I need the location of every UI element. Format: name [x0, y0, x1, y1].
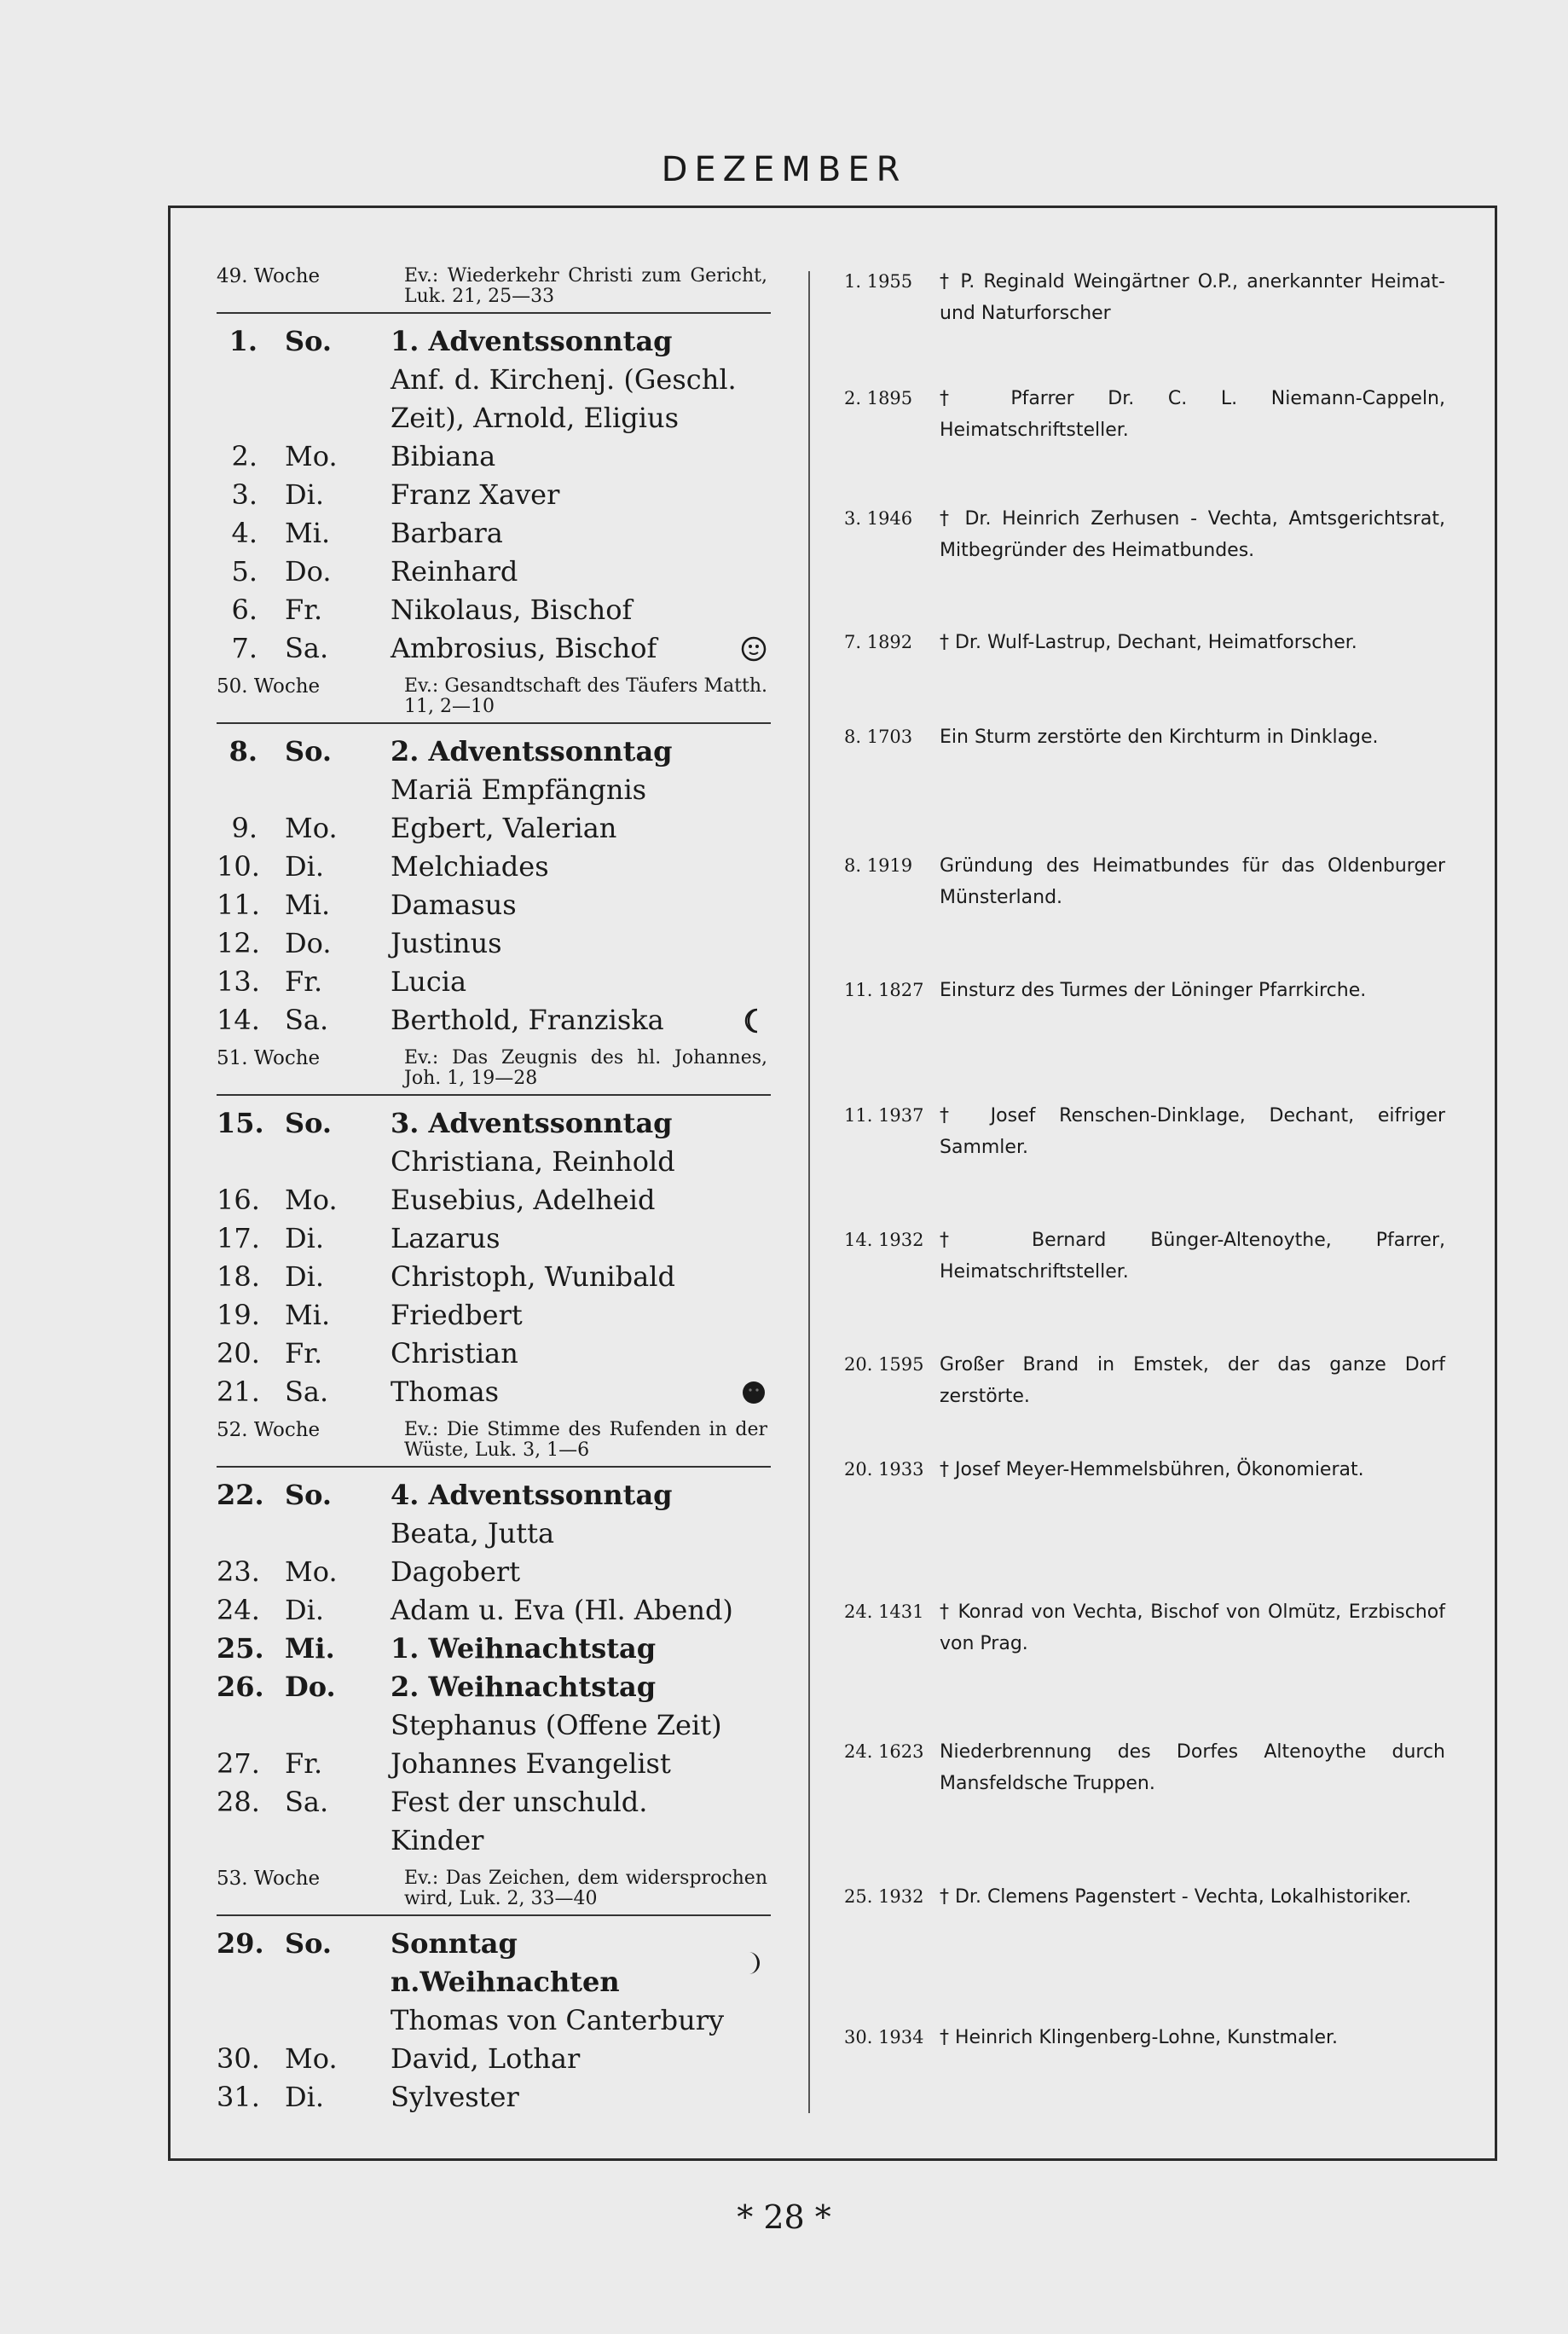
day-number: 30. [217, 2042, 260, 2075]
gospel-reading: Ev.: Das Zeichen, dem widersprochen wird, Luk. 2, 33—40 [404, 1868, 767, 1909]
gospel-reading: Ev.: Das Zeugnis des hl. Johannes, Joh. 1, 19—28 [404, 1047, 767, 1089]
history-date: 14. 1932 [844, 1230, 924, 1250]
weekday: Sa. [285, 1786, 329, 1818]
moon-phase [737, 1001, 771, 1040]
week-header [217, 676, 771, 724]
weekday: Do. [285, 555, 332, 588]
saint-name: Dagobert [391, 1555, 521, 1588]
day-number: 25. [217, 1632, 264, 1665]
day-number: 19. [217, 1299, 260, 1331]
day-row [217, 1335, 771, 1373]
week-header [217, 1048, 771, 1096]
weekday: Mi. [285, 1632, 335, 1665]
week-block [217, 1868, 771, 2117]
weekday: Sa. [285, 632, 329, 664]
saint-name-continued: Thomas von Canterbury [391, 2004, 725, 2036]
last-quarter-moon-icon [740, 1007, 767, 1034]
history-entry [844, 1225, 1445, 1288]
history-entry [844, 503, 1445, 566]
day-number: 8. [229, 735, 257, 767]
weekday: Do. [285, 927, 332, 959]
weekday: Di. [285, 2081, 325, 2113]
weekday: Fr. [285, 1747, 323, 1780]
day-number: 9. [231, 812, 257, 844]
moon-phase [737, 1104, 771, 1143]
saint-name: Sylvester [391, 2081, 519, 2113]
week-header [217, 1868, 771, 1916]
new-moon-icon [740, 1379, 767, 1406]
day-row [217, 591, 771, 629]
history-date: 11. 1937 [844, 1105, 924, 1126]
day-row [217, 1553, 771, 1591]
moon-phase [737, 1296, 771, 1335]
week-label: 53. Woche [217, 1868, 321, 1890]
history-date: 8. 1703 [844, 727, 913, 747]
week-block [217, 1048, 771, 1411]
day-number: 28. [217, 1786, 260, 1818]
saint-name: 1. Adventssonntag [391, 325, 673, 357]
day-number: 20. [217, 1337, 260, 1370]
weekday: So. [285, 1927, 333, 1960]
day-row [217, 809, 771, 848]
moon-phase [737, 1630, 771, 1668]
history-text: Einsturz des Turmes der Löninger Pfarrkirche. [940, 980, 1367, 1001]
history-text: † Heinrich Klingenberg-Lohne, Kunstmaler. [940, 2027, 1339, 2048]
history-date: 20. 1595 [844, 1354, 924, 1375]
weekday: So. [285, 1107, 333, 1139]
moon-phase [737, 1783, 771, 1860]
day-number: 22. [217, 1479, 264, 1511]
week-header [217, 266, 771, 314]
day-row [217, 2078, 771, 2117]
history-text: Großer Brand in Emstek, der das ganze Dorf zerstörte. [940, 1354, 1445, 1407]
history-entry [844, 1349, 1445, 1412]
day-row [217, 1296, 771, 1335]
saint-name: Sonntag n.Weihnachten [391, 1927, 620, 1998]
moon-phase [737, 963, 771, 1001]
saint-name-continued: Anf. d. Kirchenj. (Geschl. [391, 363, 737, 396]
day-row [217, 1668, 771, 1706]
day-row [217, 1219, 771, 1258]
history-date: 1. 1955 [844, 271, 913, 292]
history-date: 24. 1623 [844, 1741, 924, 1762]
spacer [217, 361, 391, 399]
weekday: Fr. [285, 965, 323, 998]
gospel-reading: Ev.: Wiederkehr Christi zum Gericht, Luk. 21, 25—33 [404, 265, 767, 307]
saint-name: Eusebius, Adelheid [391, 1184, 656, 1216]
gospel-reading: Ev.: Gesandtschaft des Täufers Matth. 11, 2—10 [404, 675, 767, 717]
weekday: Mi. [285, 1299, 331, 1331]
day-continuation [217, 1706, 771, 1745]
moon-phase [737, 553, 771, 591]
full-moon-icon [740, 635, 767, 663]
saint-name: Lazarus [391, 1222, 500, 1254]
weekday: Mo. [285, 1184, 338, 1216]
day-number: 16. [217, 1184, 260, 1216]
weekday: Di. [285, 1594, 325, 1626]
history-date: 3. 1946 [844, 508, 913, 529]
day-row [217, 1476, 771, 1514]
day-number: 1. [229, 325, 257, 357]
week-header [217, 1420, 771, 1468]
history-date: 20. 1933 [844, 1459, 924, 1480]
history-date: 25. 1932 [844, 1886, 924, 1907]
history-entry [844, 627, 1445, 658]
page-number: * 28 * [737, 2198, 831, 2236]
day-row [217, 1001, 771, 1040]
day-number: 18. [217, 1260, 260, 1293]
day-number: 10. [217, 850, 260, 883]
history-text: Niederbrennung des Dorfes Altenoythe durch Mansfeldsche Truppen. [940, 1741, 1445, 1794]
spacer [217, 1514, 391, 1553]
moon-phase [737, 1925, 771, 2001]
history-text: † Konrad von Vechta, Bischof von Olmütz, Erzbischof von Prag. [940, 1601, 1445, 1654]
moon-phase [737, 1219, 771, 1258]
saint-name: David, Lothar [391, 2042, 581, 2075]
history-text: † Bernard Bünger-Altenoythe, Pfarrer, Heimatschriftsteller. [940, 1230, 1445, 1283]
saint-name: Justinus [391, 927, 502, 959]
moon-phase [737, 514, 771, 553]
saint-name-continued: Stephanus (Offene Zeit) [391, 1709, 722, 1741]
saint-name-continued: Christiana, Reinhold [391, 1145, 675, 1178]
saint-name: Christian [391, 1337, 518, 1370]
history-entry [844, 266, 1445, 329]
history-entry [844, 1881, 1445, 1913]
moon-phase [737, 1553, 771, 1591]
day-row [217, 514, 771, 553]
weekday: Di. [285, 478, 325, 511]
day-number: 13. [217, 965, 260, 998]
page-title: DEZEMBER [661, 150, 907, 189]
day-row [217, 733, 771, 771]
saint-name: 3. Adventssonntag [391, 1107, 673, 1139]
day-continuation [217, 771, 771, 809]
spacer [217, 771, 391, 809]
moon-phase [737, 809, 771, 848]
history-date: 11. 1827 [844, 980, 924, 1000]
history-entry [844, 1100, 1445, 1163]
history-entry [844, 1596, 1445, 1659]
saint-name: Reinhard [391, 555, 518, 588]
day-number: 7. [231, 632, 257, 664]
day-row [217, 1373, 771, 1411]
saint-name: Adam u. Eva (Hl. Abend) [391, 1594, 733, 1626]
day-row [217, 2040, 771, 2078]
history-text: † P. Reginald Weingärtner O.P., anerkannter Heimat- und Naturforscher [940, 271, 1445, 324]
saint-name: Fest der unschuld. Kinder [391, 1786, 648, 1856]
day-number: 29. [217, 1927, 264, 1960]
day-number: 2. [231, 440, 257, 472]
moon-phase [737, 476, 771, 514]
day-row [217, 924, 771, 963]
moon-phase [737, 1591, 771, 1630]
day-number: 24. [217, 1594, 260, 1626]
saint-name: Berthold, Franziska [391, 1004, 664, 1036]
day-row [217, 322, 771, 361]
week-label: 50. Woche [217, 675, 321, 698]
history-date: 8. 1919 [844, 855, 913, 876]
saint-name: 4. Adventssonntag [391, 1479, 673, 1511]
week-block [217, 266, 771, 668]
moon-phase [737, 1258, 771, 1296]
gospel-reading: Ev.: Die Stimme des Rufenden in der Wüste, Luk. 3, 1—6 [404, 1419, 767, 1461]
moon-phase [737, 2040, 771, 2078]
history-date: 2. 1895 [844, 388, 913, 408]
history-text: † Dr. Heinrich Zerhusen - Vechta, Amtsgerichtsrat, Mitbegründer des Heimatbundes. [940, 508, 1445, 561]
day-row [217, 437, 771, 476]
saint-name: Barbara [391, 517, 503, 549]
history-entry [844, 383, 1445, 446]
saint-name: 2. Weihnachtstag [391, 1671, 657, 1703]
weekday: Di. [285, 1222, 325, 1254]
moon-phase [737, 2078, 771, 2117]
day-number: 3. [231, 478, 257, 511]
history-date: 24. 1431 [844, 1601, 924, 1622]
history-text: † Pfarrer Dr. C. L. Niemann-Cappeln, Heimatschriftsteller. [940, 388, 1445, 441]
day-row [217, 1591, 771, 1630]
moon-phase [737, 437, 771, 476]
day-row [217, 963, 771, 1001]
history-text: † Josef Renschen-Dinklage, Dechant, eifriger Sammler. [940, 1105, 1445, 1158]
day-row [217, 553, 771, 591]
week-label: 49. Woche [217, 265, 321, 287]
week-block [217, 676, 771, 1040]
saint-name: Bibiana [391, 440, 496, 472]
spacer [217, 399, 391, 437]
saint-name: 2. Adventssonntag [391, 735, 673, 767]
moon-phase [737, 1181, 771, 1219]
moon-phase [737, 1745, 771, 1783]
history-entry [844, 975, 1445, 1006]
day-continuation [217, 399, 771, 437]
day-number: 31. [217, 2081, 260, 2113]
day-continuation [217, 1514, 771, 1553]
weekday: Fr. [285, 594, 323, 626]
day-number: 15. [217, 1107, 264, 1139]
history-text: † Dr. Clemens Pagenstert - Vechta, Lokalhistoriker. [940, 1886, 1412, 1908]
day-row [217, 1783, 771, 1860]
day-number: 14. [217, 1004, 260, 1036]
day-number: 21. [217, 1375, 260, 1408]
day-row [217, 848, 771, 886]
weekday: Mo. [285, 440, 338, 472]
day-number: 27. [217, 1747, 260, 1780]
day-number: 5. [231, 555, 257, 588]
history-entry [844, 850, 1445, 913]
history-entry [844, 1736, 1445, 1799]
history-text: Ein Sturm zerstörte den Kirchturm in Dinklage. [940, 727, 1379, 748]
day-row [217, 1181, 771, 1219]
moon-phase [737, 1668, 771, 1706]
moon-phase [737, 591, 771, 629]
moon-phase [737, 886, 771, 924]
moon-phase [737, 848, 771, 886]
weekday: So. [285, 325, 333, 357]
saint-name: Franz Xaver [391, 478, 560, 511]
day-row [217, 476, 771, 514]
day-row [217, 1745, 771, 1783]
weekday: Mo. [285, 1555, 338, 1588]
weekday: Do. [285, 1671, 336, 1703]
day-row [217, 1104, 771, 1143]
day-number: 6. [231, 594, 257, 626]
moon-phase [737, 1335, 771, 1373]
moon-phase [737, 629, 771, 668]
weekday: Sa. [285, 1375, 329, 1408]
saint-name-continued: Beata, Jutta [391, 1517, 555, 1549]
history-entry [844, 1454, 1445, 1486]
history-date: 7. 1892 [844, 632, 913, 652]
day-row [217, 1630, 771, 1668]
weekday: Di. [285, 850, 325, 883]
moon-phase [737, 1476, 771, 1514]
moon-phase [737, 924, 771, 963]
spacer [217, 1143, 391, 1181]
first-quarter-moon-icon [740, 1949, 767, 1977]
weekday: Sa. [285, 1004, 329, 1036]
weekday: So. [285, 1479, 333, 1511]
day-number: 12. [217, 927, 260, 959]
history-date: 30. 1934 [844, 2027, 924, 2047]
weekday: Mi. [285, 889, 331, 921]
day-number: 11. [217, 889, 260, 921]
day-row [217, 1258, 771, 1296]
frame-bottom-rule [168, 2158, 1497, 2161]
saint-name-continued: Zeit), Arnold, Eligius [391, 402, 680, 434]
saint-name: 1. Weihnachtstag [391, 1632, 657, 1665]
weekday: Mo. [285, 812, 338, 844]
day-number: 17. [217, 1222, 260, 1254]
day-continuation [217, 361, 771, 399]
day-row [217, 629, 771, 668]
spacer [217, 2001, 391, 2040]
weekday: Mi. [285, 517, 331, 549]
day-number: 23. [217, 1555, 260, 1588]
weekday: Fr. [285, 1337, 323, 1370]
history-text: † Josef Meyer-Hemmelsbühren, Ökonomierat. [940, 1459, 1364, 1480]
saint-name: Christoph, Wunibald [391, 1260, 675, 1293]
saint-name: Egbert, Valerian [391, 812, 617, 844]
week-label: 51. Woche [217, 1047, 321, 1069]
saint-name: Melchiades [391, 850, 549, 883]
feast-name: Mariä Empfängnis [391, 773, 647, 806]
weekday: Di. [285, 1260, 325, 1293]
day-row [217, 886, 771, 924]
saint-name: Friedbert [391, 1299, 523, 1331]
saint-name: Damasus [391, 889, 517, 921]
calendar-column [217, 266, 771, 2125]
weekday: So. [285, 735, 333, 767]
history-entry [844, 721, 1445, 753]
history-text: Gründung des Heimatbundes für das Oldenburger Münsterland. [940, 855, 1445, 908]
saint-name: Lucia [391, 965, 467, 998]
weekday: Mo. [285, 2042, 338, 2075]
spacer [217, 1706, 391, 1745]
moon-phase [737, 1373, 771, 1411]
week-block [217, 1420, 771, 1860]
saint-name: Ambrosius, Bischof [391, 632, 657, 664]
saint-name: Nikolaus, Bischof [391, 594, 633, 626]
day-continuation [217, 2001, 771, 2040]
history-text: † Dr. Wulf-Lastrup, Dechant, Heimatforscher. [940, 632, 1357, 653]
moon-phase [737, 322, 771, 361]
day-continuation [217, 1143, 771, 1181]
week-label: 52. Woche [217, 1419, 321, 1441]
saint-name: Thomas [391, 1375, 500, 1408]
column-divider [808, 271, 810, 2113]
saint-name: Johannes Evangelist [391, 1747, 671, 1780]
day-number: 26. [217, 1671, 264, 1703]
day-number: 4. [231, 517, 257, 549]
history-entry [844, 2022, 1445, 2053]
moon-phase [737, 733, 771, 771]
day-row [217, 1925, 771, 2001]
